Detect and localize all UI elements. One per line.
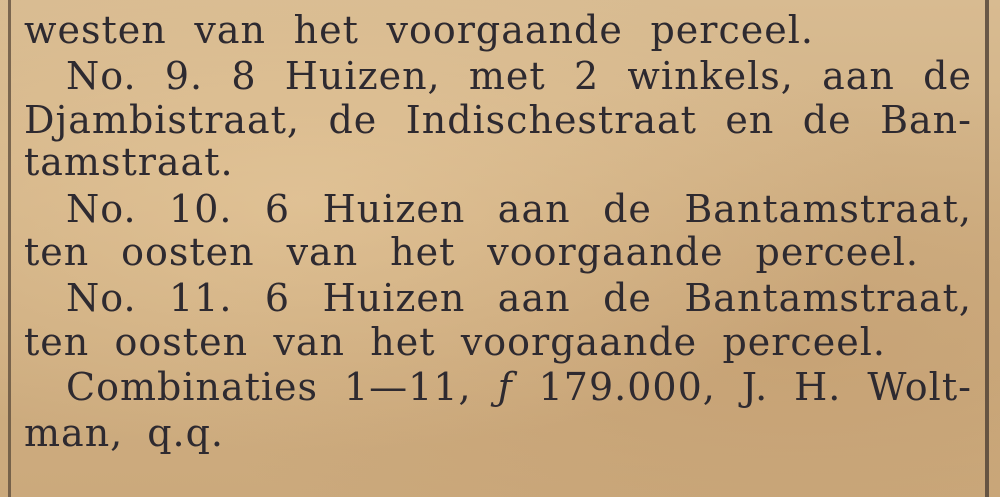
word: Bantamstraat, [684,187,972,231]
word: Huizen [322,187,466,231]
word: q.q. [147,411,224,455]
word: perceel. [722,320,886,364]
word: Combinaties [66,365,319,409]
text-line-4 [24,139,234,185]
word: No. [66,54,137,98]
word: westen [24,8,167,52]
word: Ban- [880,98,972,142]
right-column-rule [985,0,989,497]
word: winkels, [627,54,794,98]
word: voorgaande [460,320,698,364]
word: Indischestraat [405,98,697,142]
word: ten [24,320,90,364]
word: voorgaande [386,8,623,52]
word: 6 [264,187,291,231]
word: ƒ [497,365,513,409]
word: van [194,8,266,52]
word: ten [24,230,90,274]
word: 9. [164,54,204,98]
word: J. [741,365,769,409]
text-line-3 [24,97,972,143]
word: de [603,187,652,231]
word: tamstraat. [24,140,234,184]
word: 8 [231,54,257,98]
word: aan [497,187,571,231]
word: voorgaande [487,230,724,274]
left-column-rule [8,0,11,497]
word: de [923,54,972,98]
word: de [802,98,852,142]
word: 10. [169,187,233,231]
word: perceel. [755,230,919,274]
word: het [390,230,456,274]
word: oosten [114,320,249,364]
word: en [725,98,775,142]
word: van [273,320,345,364]
text-line-7 [66,275,972,321]
word: Bantamstraat, [684,276,972,320]
word: Djambistraat, [24,98,301,142]
text-line-1 [24,7,814,53]
text-line-5 [66,186,972,232]
word: Huizen, [284,54,441,98]
text-line-10 [24,410,224,456]
word: met [468,54,546,98]
word: de [603,276,652,320]
word: van [286,230,359,274]
word: 179.000, [538,365,716,409]
word: 11. [169,276,233,320]
word: aan [497,276,571,320]
word: het [293,8,359,52]
word: oosten [121,230,255,274]
text-line-8 [24,319,886,365]
word: het [370,320,436,364]
word: H. [794,365,842,409]
word: 6 [264,276,291,320]
text-line-9 [66,364,972,410]
word: No. [66,276,137,320]
word: No. [66,187,137,231]
word: 1—11, [343,365,472,409]
word: de [328,98,378,142]
word: man, [24,411,124,455]
word: aan [822,54,895,98]
text-line-2 [66,53,972,99]
word: Wolt- [867,365,972,409]
text-line-6 [24,229,919,275]
word: perceel. [650,8,814,52]
word: Huizen [322,276,466,320]
word: 2 [573,54,600,98]
